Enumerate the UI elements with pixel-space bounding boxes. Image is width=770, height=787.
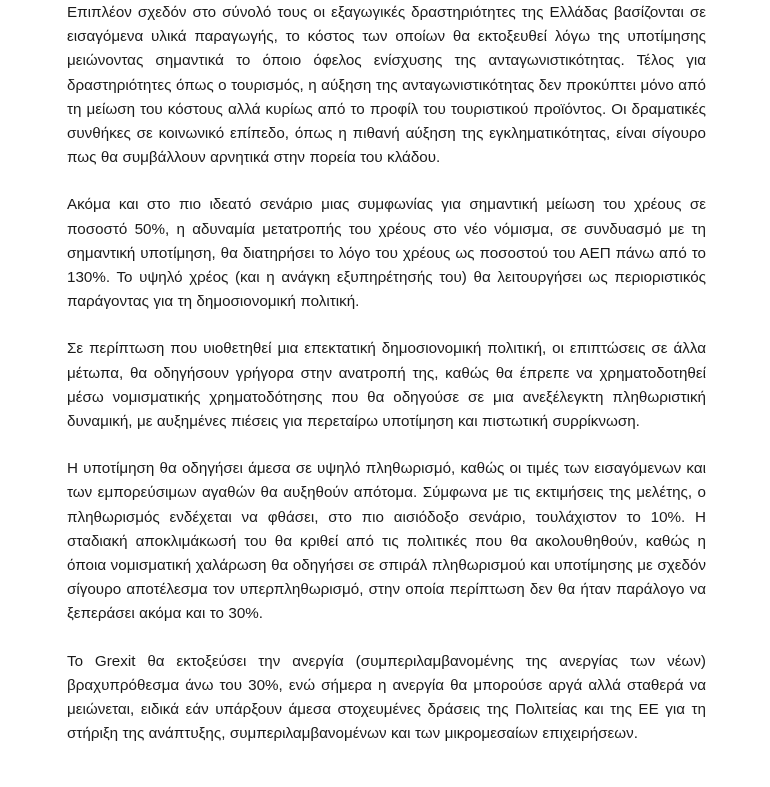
paragraph-export-costs: Επιπλέον σχεδόν στο σύνολό τους οι εξαγωγικές δραστηριότητες της Ελλάδας βασίζονται σε εισαγόμενα υλικά παραγωγής, το κόστος των οποίων θα εκτοξευθεί λόγω της υποτίμησης μειώνοντας σημαντικά το όποιο όφελος ενίσχυσης της ανταγωνιστικότητας. Τέλος για δραστηριότητες όπως ο τουρισμός, η αύξηση της ανταγωνιστικότητας δεν προκύπτει μόνο από τη μείωση του κόστους αλλά κυρίως από το προφίλ του τουριστικού προϊόντος. Οι δραματικές συνθήκες σε κοινωνικό επίπεδο, όπως η πιθανή αύξηση της εγκληματικότητας, είναι σίγουρο πως θα συμβάλλουν αρνητικά στην πορεία του κλάδου. [67, 4, 706, 167]
document-page [67, 1, 706, 769]
paragraph-unemployment: Το Grexit θα εκτοξεύσει την ανεργία (συμπεριλαμβανομένης της ανεργίας των νέων) βραχυπρόθεσμα άνω του 30%, ενώ σήμερα η ανεργία θα μπορούσε αργά αλλά σταθερά να μειώνεται, ειδικά εάν υπάρξουν άμεσα στοχευμένες δράσεις της Πολιτείας και της ΕΕ για τη στήριξη της ανάπτυξης, συμπεριλαμβανομένων και των μικρομεσαίων επιχειρήσεων. [67, 652, 706, 743]
paragraph-debt-reduction: Ακόμα και στο πιο ιδεατό σενάριο μιας συμφωνίας για σημαντική μείωση του χρέους σε ποσοστό 50%, η αδυναμία μετατροπής του χρέους στο νέο νόμισμα, σε συνδυασμό με τη σημαντική υποτίμηση, θα διατηρήσει το λόγο του χρέους ως ποσοστού του ΑΕΠ πάνω από το 130%. Το υψηλό χρέος (και η ανάγκη εξυπηρέτησής του) θα λειτουργήσει ως περιοριστικός παράγοντας για τη δημοσιονομική πολιτική. [67, 196, 706, 311]
paragraph-inflation: Η υποτίμηση θα οδηγήσει άμεσα σε υψηλό πληθωρισμό, καθώς οι τιμές των εισαγόμενων και των εμπορεύσιμων αγαθών θα αυξηθούν απότομα. Σύμφωνα με τις εκτιμήσεις της μελέτης, ο πληθωρισμός ενδέχεται να φθάσει, στο πιο αισιόδοξο σενάριο, τουλάχιστον το 10%. Η σταδιακή αποκλιμάκωσή του θα κριθεί από τις πολιτικές που θα ακολουθηθούν, καθώς η όποια νομισματική χαλάρωση θα οδηγήσει σε σπιράλ πληθωρισμού και υποτίμησης με σχεδόν σίγουρο αποτέλεσμα τον υπερπληθωρισμό, στην οποία περίπτωση δεν θα ήταν παράλογο να ξεπεράσει ακόμα και το 30%. [67, 460, 706, 623]
paragraph-fiscal-policy: Σε περίπτωση που υιοθετηθεί μια επεκτατική δημοσιονομική πολιτική, οι επιπτώσεις σε άλλα μέτωπα, θα οδηγήσουν γρήγορα στην ανατροπή της, καθώς θα έπρεπε να χρηματοδοτηθεί μέσω νομισματικής χρηματοδότησης που θα οδηγούσε σε μια ανεξέλεγκτη πληθωριστική δυναμική, με αυξημένες πιέσεις για περεταίρω υποτίμηση και πιστωτική συρρίκνωση. [67, 340, 706, 431]
